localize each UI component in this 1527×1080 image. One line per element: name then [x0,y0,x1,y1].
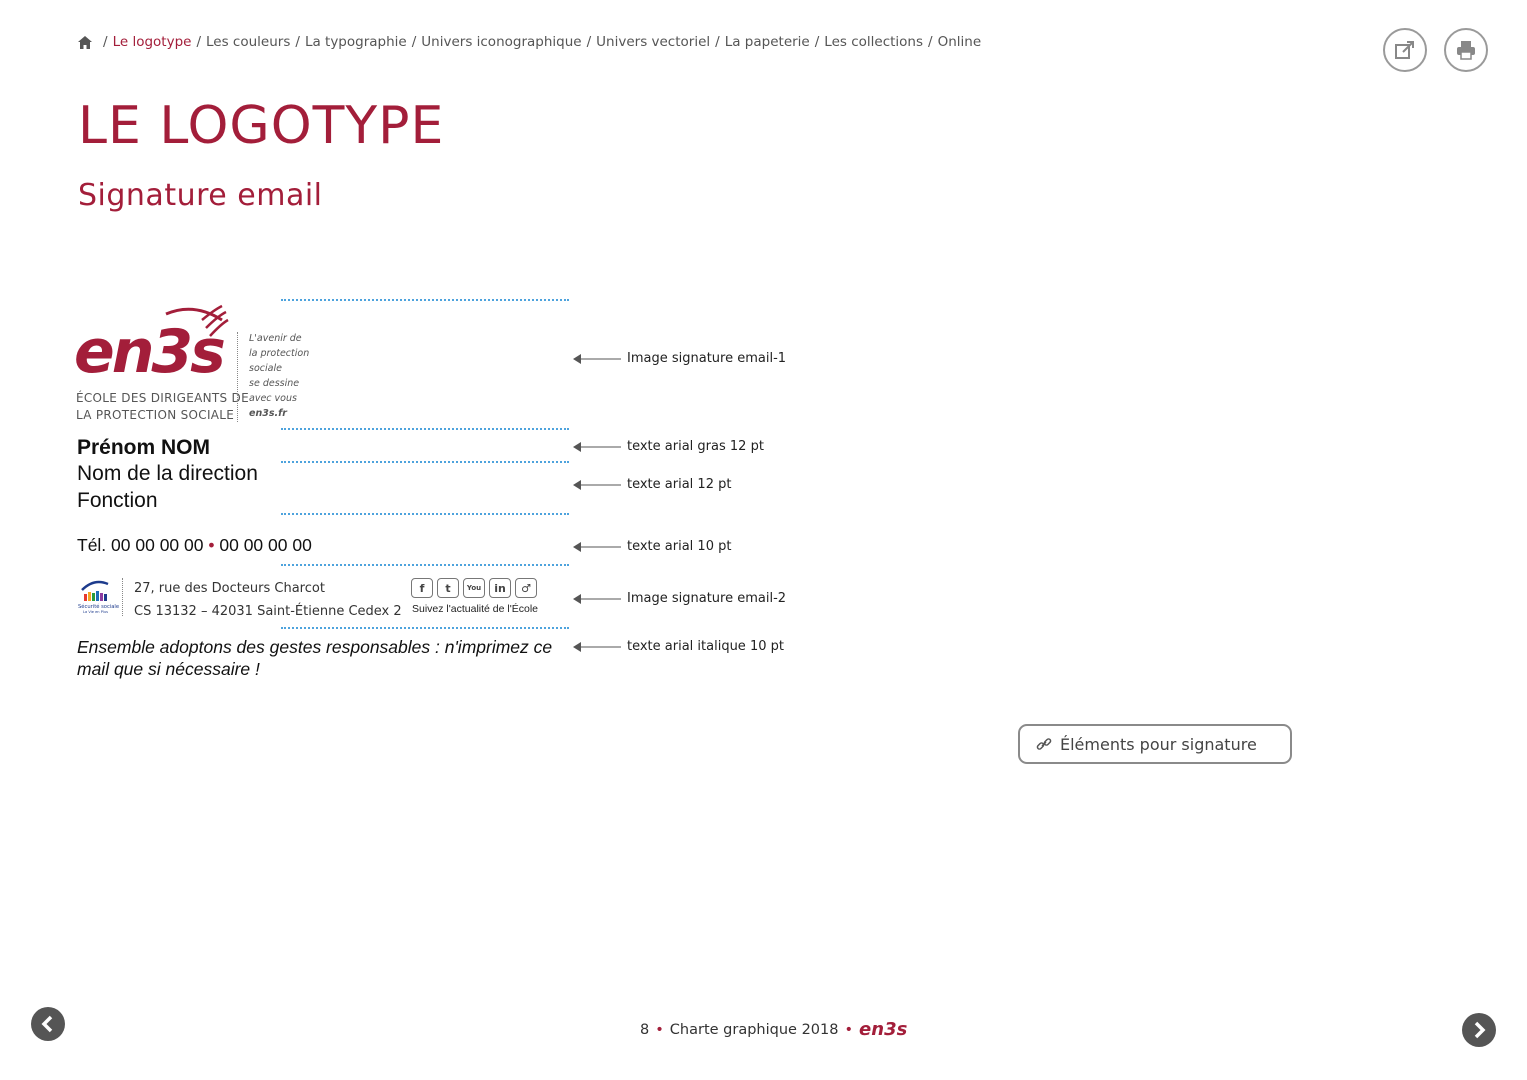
logo-wordmark: en3s [74,317,223,387]
svg-text:Sécurité sociale: Sécurité sociale [78,604,120,610]
signature-function: Fonction [77,489,158,512]
breadcrumb-separator: / [295,34,300,50]
previous-page-button[interactable] [31,1007,65,1041]
annotation-italic10: texte arial italique 10 pt [573,639,784,654]
logo-school-name: ÉCOLE DES DIRIGEANTS DE LA PROTECTION SOCIALE [76,391,249,422]
breadcrumb [78,34,981,50]
home-icon[interactable] [78,36,92,49]
annotation-regular12: texte arial 12 pt [573,477,731,492]
chevron-left-icon [38,1014,58,1034]
annotation-bold12: texte arial gras 12 pt [573,439,764,454]
printer-icon [1455,39,1477,61]
arrow-left-icon [573,354,621,364]
print-button[interactable] [1444,28,1488,72]
en3s-logo [74,302,230,388]
annotation-image1: Image signature email-1 [573,351,786,366]
breadcrumb-separator: / [586,34,592,50]
youtube-icon[interactable]: You [463,578,485,598]
logo-tagline: L'avenir de la protection sociale se dessine avec vous en3s.fr [249,333,310,419]
social-icons [411,578,537,598]
breadcrumb-separator: / [103,34,108,50]
external-link-icon [1394,39,1416,61]
breadcrumb-separator: / [928,34,933,50]
dotted-separator [281,461,569,463]
facebook-icon[interactable]: f [411,578,433,598]
annotation-regular10: texte arial 10 pt [573,539,731,554]
elements-signature-label: Éléments pour signature [1060,734,1257,754]
securite-sociale-logo [78,578,120,618]
viadeo-icon[interactable]: ♂ [515,578,537,598]
dotted-separator [281,428,569,430]
dotted-separator [281,564,569,566]
breadcrumb-la-typographie[interactable]: La typographie [304,34,407,50]
svg-text:La Vie en Plus: La Vie en Plus [83,610,109,614]
dotted-separator [281,513,569,515]
dotted-separator [281,299,569,301]
footer-title: Charte graphique 2018 [669,1021,839,1038]
arrow-left-icon [573,642,621,652]
page-subtitle: Signature email [78,178,323,213]
breadcrumb-separator: / [814,34,820,50]
page-title: LE LOGOTYPE [78,96,445,156]
logo-divider [237,332,238,422]
breadcrumb-separator: / [715,34,720,50]
breadcrumb-le-logotype[interactable]: Le logotype [112,34,192,50]
page-number: 8 [640,1021,650,1038]
link-icon [1036,736,1052,752]
arrow-left-icon [573,542,621,552]
breadcrumb-les-collections[interactable]: Les collections [824,34,924,50]
address-divider [122,578,123,616]
breadcrumb-la-papeterie[interactable]: La papeterie [724,34,810,50]
breadcrumb-univers-iconographique[interactable]: Univers iconographique [421,34,582,50]
signature-direction: Nom de la direction [77,462,258,485]
eco-message: Ensemble adoptons des gestes responsables : n'imprimez ce mail que si nécessaire ! [77,637,553,679]
share-button[interactable] [1383,28,1427,72]
breadcrumb-separator: / [411,34,417,50]
twitter-icon[interactable]: t [437,578,459,598]
logo-url: en3s.fr [249,408,287,419]
elements-signature-button[interactable] [1018,724,1292,764]
breadcrumb-les-couleurs[interactable]: Les couleurs [206,34,291,50]
next-page-button[interactable] [1462,1013,1496,1047]
arrow-left-icon [573,442,621,452]
breadcrumb-online[interactable]: Online [937,34,982,50]
signature-phone: Tél. 00 00 00 00 • 00 00 00 00 [77,535,312,555]
annotation-image2: Image signature email-2 [573,591,786,606]
arrow-left-icon [573,594,621,604]
breadcrumb-separator: / [196,34,202,50]
chevron-right-icon [1469,1020,1489,1040]
signature-name: Prénom NOM [77,436,211,459]
linkedin-icon[interactable]: in [489,578,511,598]
breadcrumb-univers-vectoriel[interactable]: Univers vectoriel [596,34,711,50]
footer-logo: en3s [859,1019,908,1040]
signature-address: 27, rue des Docteurs Charcot CS 13132 – 42031 Saint-Étienne Cedex 2 [134,581,402,619]
social-caption: Suivez l'actualité de l'École [412,603,538,615]
page-footer: 8 • Charte graphique 2018 • en3s [640,1019,908,1040]
dotted-separator [281,627,569,629]
arrow-left-icon [573,480,621,490]
